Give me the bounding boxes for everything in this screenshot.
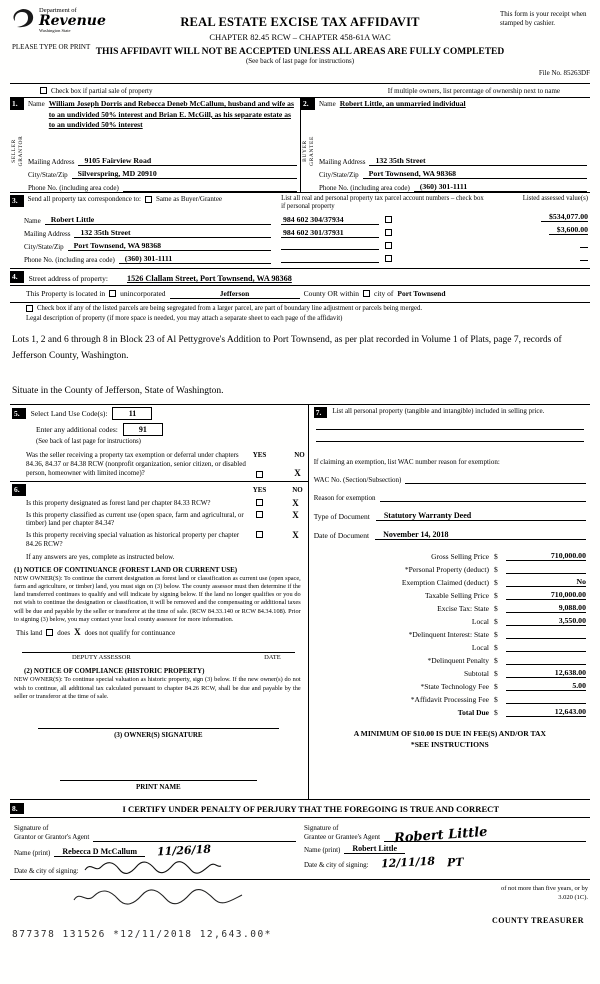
grantee-agent-label: Grantee or Grantee's Agent — [304, 833, 381, 842]
state-technology-fee-value[interactable]: 5.00 — [506, 681, 586, 691]
assessed-value[interactable] — [580, 238, 588, 248]
segregated-label: Check box if any of the listed parcels are being segregated from a larger parcel, are part of boundary line adjustment or parcels being merged. — [37, 304, 423, 312]
money-label: Taxable Selling Price — [424, 591, 489, 601]
money-label: *State Technology Fee — [420, 682, 489, 692]
dollar-sign: $ — [493, 591, 498, 601]
exemption-yes-checkbox[interactable] — [256, 471, 263, 478]
buyer-phone-value[interactable]: (360) 301-1111 — [414, 182, 587, 192]
middle-sections — [10, 404, 590, 800]
partial-sale-checkbox[interactable] — [40, 87, 47, 94]
form-footer — [10, 880, 590, 948]
seller-side-label — [11, 135, 25, 166]
does-not-label: does not qualify for continuance — [84, 628, 176, 637]
form-warning: THIS AFFIDAVIT WILL NOT BE ACCEPTED UNLESS ALL AREAS ARE FULLY COMPLETED — [95, 47, 505, 57]
money-label: *Personal Property (deduct) — [404, 565, 489, 575]
seller-name-label: Name — [28, 100, 45, 108]
buyer-city-label: City/State/Zip — [319, 171, 359, 179]
personal-property-checkbox[interactable] — [385, 242, 392, 249]
wac-number-field[interactable] — [405, 475, 586, 484]
personal-property-label: List all personal property (tangible and intangible) included in selling price. — [332, 406, 545, 415]
assessed-values-header: Listed assessed value(s) — [522, 195, 588, 202]
grantor-date-city-label: Date & city of signing: — [14, 866, 79, 875]
parcel-numbers-header: List all real and personal property tax parcel account numbers – check box if personal property — [281, 195, 484, 211]
seller-city-value[interactable]: Silverspring, MD 20910 — [72, 169, 297, 179]
assessed-value[interactable]: $3,600.00 — [549, 225, 588, 235]
section3-number-badge: 3. — [10, 195, 24, 207]
city-value[interactable]: Port Townsend — [397, 289, 446, 299]
reason-exemption-label: Reason for exemption — [313, 494, 376, 503]
assessed-value-row — [486, 238, 588, 251]
city-checkbox[interactable] — [363, 290, 370, 297]
deputy-assessor-signature-line[interactable] — [22, 639, 295, 653]
county-or-within-label: County OR within — [303, 289, 359, 299]
parcel-row — [281, 213, 482, 226]
personal-property-deduct-value[interactable] — [506, 564, 586, 574]
grantor-handwritten-date: 11/26/18 — [156, 842, 212, 859]
section5-see-back-note: (See back of last page for instructions) — [36, 437, 141, 445]
receipt-note: This form is your receipt when stamped by cashier. — [500, 10, 587, 27]
corr-mailing-label: Mailing Address — [24, 230, 71, 239]
delinquent-penalty-value[interactable] — [506, 655, 586, 665]
personal-property-checkbox[interactable] — [385, 255, 392, 262]
additional-codes-label: Enter any additional codes: — [36, 424, 118, 434]
corr-name-value[interactable]: Robert Little — [45, 215, 271, 225]
dollar-sign: $ — [493, 604, 498, 614]
see-instructions-note: *SEE INSTRUCTIONS — [410, 740, 489, 750]
personal-property-blank-line[interactable] — [316, 418, 584, 430]
perjury-line2: 3.020 (1C). — [558, 893, 588, 901]
buyer-phone-label: Phone No. (including area code) — [319, 184, 410, 192]
buyer-name-value[interactable]: Robert Little, an unmarried individual — [339, 99, 466, 108]
cashier-stamp: 877378 131526 *12/11/2018 12,643.00* — [12, 928, 272, 940]
dollar-sign: $ — [493, 695, 498, 705]
city-of-label: city of — [374, 289, 394, 299]
historic-yes-checkbox[interactable] — [256, 531, 263, 538]
legal-description-label: Legal description of property (if more space is needed, you may attach a separate sheet to each page of the affidavit) — [26, 314, 343, 322]
personal-property-checkbox[interactable] — [385, 216, 392, 223]
situate-text[interactable]: Situate in the County of Jefferson, State of Washington. — [12, 385, 224, 396]
form-chapter: CHAPTER 82.45 RCW – CHAPTER 458-61A WAC — [209, 32, 391, 42]
seller-phone-label: Phone No. (including area code) — [28, 184, 119, 192]
does-label: does — [57, 628, 71, 637]
money-label: *Affidavit Processing Fee — [410, 695, 489, 705]
dollar-sign: $ — [493, 682, 498, 692]
money-label: Gross Selling Price — [431, 552, 489, 562]
current-use-yes-checkbox[interactable] — [256, 511, 263, 518]
money-label: Local — [471, 643, 489, 653]
grantee-signature-block — [300, 822, 590, 875]
gross-selling-price-value[interactable]: 710,000.00 — [506, 551, 586, 561]
grantee-date-city-label: Date & city of signing: — [304, 860, 369, 869]
logo-state-label: Washington State — [39, 28, 71, 33]
if-yes-note: If any answers are yes, complete as instructed below. — [26, 552, 175, 561]
personal-property-blank-line[interactable] — [316, 430, 584, 442]
section-8-certification — [10, 800, 590, 880]
parcel-row — [281, 252, 482, 265]
forest-land-question: Is this property designated as forest land per chapter 84.33 RCW? — [26, 498, 211, 507]
dollar-sign: $ — [493, 578, 498, 588]
send-correspondence-label: Send all property tax correspondence to: — [27, 195, 141, 203]
grantee-handwritten-date: 12/11/18 — [380, 854, 435, 871]
owners-signature-line[interactable] — [38, 711, 279, 729]
current-use-no-mark[interactable]: X — [292, 509, 299, 520]
county-treasurer-label: COUNTY TREASURER — [492, 915, 584, 925]
no-header: NO — [292, 485, 303, 494]
legal-description-text[interactable]: Lots 1, 2 and 6 through 8 in Block 23 of Al Pettygrove's Addition to Port Townsend, as per plat recorded in Volume 1 of Plats, page 7, records of Jefferson County, Washington. — [12, 334, 562, 361]
corr-phone-label: Phone No. (including area code) — [24, 256, 115, 265]
exemption-claim-note: If claiming an exemption, list WAC number reason for exemption: — [313, 458, 500, 467]
personal-property-checkbox[interactable] — [385, 229, 392, 236]
see-back-note: (See back of last page for instructions) — [245, 57, 355, 65]
please-type-label: PLEASE TYPE OR PRINT — [12, 43, 91, 51]
section7-number-badge: 7. — [314, 407, 328, 419]
partial-sale-row — [10, 83, 590, 97]
multiple-owners-note: If multiple owners, list percentage of ownership next to name — [387, 86, 560, 95]
dor-logo-swirl — [10, 7, 36, 31]
signature-of-label: Signature of — [304, 824, 339, 833]
taxable-selling-price-value[interactable]: 710,000.00 — [506, 590, 586, 600]
street-address-label: Street address of property: — [28, 273, 108, 283]
grantor-agent-label: Grantor or Grantor's Agent — [14, 833, 90, 842]
assessed-value-row — [486, 225, 588, 238]
segregated-checkbox[interactable] — [26, 305, 33, 312]
type-of-document-value[interactable]: Statutory Warranty Deed — [376, 511, 586, 521]
seller-side-bottom: GRANTOR — [18, 135, 24, 166]
buyer-mailing-label: Mailing Address — [319, 158, 366, 166]
exemption-claimed-value[interactable]: No — [506, 577, 586, 587]
excise-tax-local-value[interactable]: 3,550.00 — [506, 616, 586, 626]
land-use-label: Select Land Use Code(s): — [30, 408, 108, 418]
dollar-sign: $ — [493, 656, 498, 666]
dor-logo-text — [39, 7, 106, 33]
deputy-assessor-label: DEPUTY ASSESSOR — [72, 654, 131, 662]
money-label: *Delinquent Interest: State — [408, 630, 489, 640]
delinquent-interest-state-value[interactable] — [506, 629, 586, 639]
unincorporated-checkbox[interactable] — [109, 290, 116, 297]
notice-compliance-text: NEW OWNER(S): To continue special valuation as historic property, sign (3) below. If the new owner(s) do not wish to continue, all additional tax calculated pursuant to chapter 84.26 RCW, shall be due and payable by the seller or transferor at the time of sale. — [14, 676, 301, 700]
grantee-handwritten-signature: Robert Little — [393, 824, 489, 847]
owners-signature-label: (3) OWNER(S) SIGNATURE — [114, 731, 203, 740]
grantee-name-value[interactable]: Robert Little — [344, 844, 405, 854]
date-of-document-label: Date of Document — [313, 531, 370, 541]
print-name-line[interactable] — [60, 765, 257, 781]
buyer-side-label — [302, 136, 316, 166]
form-header — [10, 5, 590, 83]
seller-mailing-value[interactable]: 9105 Fairview Road — [78, 156, 297, 166]
file-number: File No. 85263DF — [538, 69, 590, 77]
seller-name-value[interactable]: William Joseph Dorris and Rebecca Deneb McCallum, husband and wife as to an undivided 50% interest and Brian E. McGill, as his separate estate as to an undivided 50% interest — [48, 99, 294, 130]
property-location-row — [10, 286, 590, 303]
notice-compliance-title: (2) NOTICE OF COMPLIANCE (HISTORIC PROPERTY) — [24, 667, 205, 676]
section-5-land-use — [10, 405, 308, 482]
yes-header: YES — [252, 450, 267, 459]
grantor-signature-line[interactable] — [93, 832, 296, 842]
section-6-designations — [10, 482, 308, 799]
section6-number-badge: 6. — [12, 484, 26, 496]
grantor-signature-block — [10, 822, 300, 875]
buyer-mailing-value[interactable]: 132 35th Street — [369, 156, 587, 166]
signature-of-label: Signature of — [14, 824, 49, 833]
forest-yes-checkbox[interactable] — [256, 499, 263, 506]
seller-mailing-label: Mailing Address — [28, 158, 75, 166]
total-due-label: Total Due — [457, 708, 489, 718]
yes-header: YES — [252, 485, 267, 494]
parcel-number[interactable]: 984 602 301/37931 — [281, 228, 379, 238]
minimum-fee-note: A MINIMUM OF $10.00 IS DUE IN FEE(S) AND/OR TAX — [353, 729, 546, 739]
section-4-street-address — [10, 269, 590, 286]
excise-tax-state-value[interactable]: 9,088.00 — [506, 603, 586, 613]
seller-side-top: SELLER — [10, 138, 17, 163]
parcel-number[interactable] — [281, 254, 379, 263]
buyer-city-value[interactable]: Port Townsend, WA 98368 — [363, 169, 587, 179]
dollar-sign: $ — [493, 565, 498, 575]
money-label: *Delinquent Penalty — [427, 656, 489, 666]
does-qualify-checkbox[interactable] — [46, 629, 53, 636]
footer-signature-scribble — [70, 886, 250, 908]
assessed-value[interactable]: $534,077.00 — [541, 212, 588, 222]
corr-city-label: City/State/Zip — [24, 243, 64, 252]
assessed-value-row — [486, 212, 588, 225]
current-use-question-row — [26, 511, 305, 529]
money-label: Subtotal — [463, 669, 489, 679]
historic-no-mark[interactable]: X — [292, 530, 299, 541]
grantor-signature-scribble — [83, 859, 223, 875]
corr-phone-value[interactable]: (360) 301-1111 — [119, 254, 271, 264]
notice-continuance-title: (1) NOTICE OF CONTINUANCE (FOREST LAND OR CURRENT USE) — [14, 565, 238, 574]
type-of-document-label: Type of Document — [313, 512, 370, 522]
logo-dept-label: Department of — [39, 7, 77, 14]
forest-land-question-row — [26, 499, 305, 508]
affidavit-processing-fee-value[interactable] — [506, 694, 586, 704]
dollar-sign: $ — [493, 708, 498, 718]
additional-codes-field[interactable]: 91 — [123, 423, 163, 436]
grantee-name-print-label: Name (print) — [304, 845, 341, 854]
same-as-buyer-label: Same as Buyer/Grantee — [155, 195, 223, 203]
grantor-name-print-label: Name (print) — [14, 848, 51, 857]
parties-section — [10, 97, 590, 193]
perjury-line1: of not more than five years, or by — [500, 884, 588, 892]
seller-city-label: City/State/Zip — [28, 171, 68, 179]
notice-continuance-text: NEW OWNER(S): To continue the current designation as forest land or classification as current use (open space, farm and agriculture, or timber) land, you must sign on (3) below. The county assessor must then determine if the land transferred continues to qualify and will indicate by signing below. If the land no longer qualifies or you do not wish to continue the designation or classification, it will be removed and the compensating or additional taxes will be due and payable by the seller or transferor at the time of sale. (RCW 84.33.140 or RCW 84.34.108). Prior to signing (3) below, you may contact your local county assessor for more information. — [14, 574, 301, 624]
current-use-question: Is this property classified as current use (open space, farm and agricultural, or timber) land per chapter 84.34? — [26, 510, 244, 528]
grantee-handwritten-city: PT — [446, 855, 464, 870]
same-as-buyer-checkbox[interactable] — [145, 196, 152, 203]
buyer-side-bottom: GRANTEE — [309, 135, 315, 166]
delinquent-interest-local-value[interactable] — [506, 642, 586, 652]
no-header: NO — [294, 450, 305, 459]
buyer-name-label: Name — [319, 100, 336, 108]
form-title: REAL ESTATE EXCISE TAX AFFIDAVIT — [180, 15, 420, 29]
segregated-row — [10, 303, 590, 314]
corr-city-value[interactable]: Port Townsend, WA 98368 — [68, 241, 271, 251]
money-label: Excise Tax: State — [437, 604, 489, 614]
parcel-row — [281, 226, 482, 239]
parcel-row — [281, 239, 482, 252]
dollar-sign: $ — [493, 643, 498, 653]
unincorporated-label: unincorporated — [120, 289, 166, 299]
date-label: DATE — [264, 654, 281, 662]
parcel-number[interactable] — [281, 241, 379, 250]
section8-number-badge: 8. — [10, 803, 24, 815]
seller-number-badge: 1. — [10, 98, 24, 110]
located-in-label: This Property is located in — [26, 289, 106, 299]
money-label: Exemption Claimed (deduct) — [401, 578, 489, 588]
buyer-side-top: BUYER — [301, 139, 308, 162]
logo-revenue-label: Revenue — [39, 13, 106, 29]
historic-question: Is this property receiving special valuation as historical property per chapter 84.26 RCW? — [26, 531, 240, 548]
section4-number-badge: 4. — [10, 271, 24, 283]
assessed-value-row — [486, 251, 588, 264]
subtotal-value[interactable]: 12,638.00 — [506, 668, 586, 678]
this-land-label: This land — [16, 628, 43, 637]
corr-name-label: Name — [24, 217, 41, 226]
exemption-no-mark[interactable]: X — [294, 468, 301, 479]
seller-section — [10, 98, 300, 192]
assessed-value[interactable] — [580, 251, 588, 261]
buyer-number-badge: 2. — [301, 98, 315, 110]
forest-no-mark[interactable]: X — [292, 497, 299, 508]
exemption-question: Was the seller receiving a property tax exemption or deferral under chapters 84.36, 84.37 or 84.38 RCW (nonprofit organization, senior citizen, or disabled person, homeowner with limited income)? — [26, 450, 246, 477]
buyer-section — [300, 98, 590, 192]
reason-exemption-field[interactable] — [380, 493, 586, 502]
corr-mailing-value[interactable]: 132 35th Street — [74, 228, 271, 238]
date-of-document-value[interactable]: November 14, 2018 — [375, 530, 586, 540]
land-use-code-field[interactable]: 11 — [112, 407, 152, 420]
street-address-value[interactable]: 1526 Clallam Street, Port Townsend, WA 98368 — [126, 273, 292, 283]
total-due-value[interactable]: 12,643.00 — [506, 707, 586, 717]
section-7-selling-price — [309, 405, 590, 799]
section5-number-badge: 5. — [12, 408, 26, 420]
certification-statement: I CERTIFY UNDER PENALTY OF PERJURY THAT THE FOREGOING IS TRUE AND CORRECT — [122, 803, 500, 814]
parcel-number[interactable]: 984 602 304/37934 — [281, 215, 379, 225]
money-label: Local — [471, 617, 489, 627]
perjury-note — [501, 884, 588, 902]
does-not-mark[interactable]: X — [74, 627, 81, 638]
section-3-tax-correspondence — [10, 193, 590, 269]
dollar-sign: $ — [493, 552, 498, 562]
dor-logo — [10, 7, 106, 33]
grantee-signature-line[interactable] — [384, 824, 586, 847]
dollar-sign: $ — [493, 669, 498, 679]
continuance-qualify-row — [16, 628, 305, 637]
dollar-sign: $ — [493, 617, 498, 627]
partial-sale-label: Check box if partial sale of property — [51, 86, 153, 95]
print-name-label: PRINT NAME — [135, 782, 181, 791]
dollar-sign: $ — [493, 630, 498, 640]
excise-tax-table — [314, 548, 586, 717]
historic-question-row — [26, 531, 305, 549]
wac-number-label: WAC No. (Section/Subsection) — [313, 476, 402, 485]
seller-phone-value[interactable] — [123, 183, 297, 192]
county-value[interactable]: Jefferson — [170, 289, 300, 299]
grantor-name-value[interactable]: Rebecca D McCallum — [54, 847, 145, 857]
